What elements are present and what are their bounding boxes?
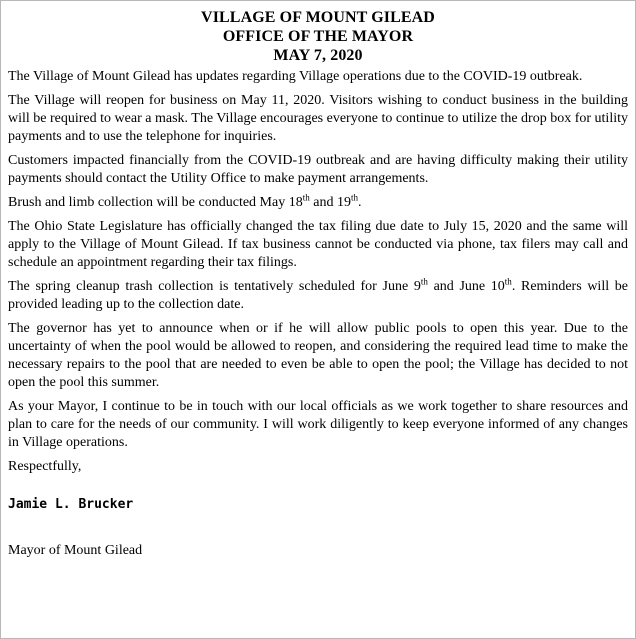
paragraph-mayor-message: As your Mayor, I continue to be in touch with our local officials as we work together to share resources and plan to care for the needs of our community. I will work diligently to keep everyone informed of any changes in Village operations. [8, 399, 628, 450]
cleanup-text-c: . Reminders will be provided leading up to the collection date. [8, 279, 628, 312]
paragraph-covid-updates: The Village of Mount Gilead has updates regarding Village operations due to the COVID-19 outbreak. [8, 69, 583, 84]
paragraph-brush-collection [8, 194, 628, 212]
header-date: MAY 7, 2020 [273, 47, 363, 64]
brush-text-a: Brush and limb collection will be conducted May 18 [8, 195, 303, 210]
paragraph-spring-cleanup [8, 278, 628, 314]
cleanup-text-a: The spring cleanup trash collection is tentatively scheduled for June 9 [8, 279, 421, 294]
header-office-name: OFFICE OF THE MAYOR [222, 28, 414, 45]
paragraph-pools: The governor has yet to announce when or if he will allow public pools to open this year. Due to the uncertainty of when the pool would be allowed to reopen, and considering the required lead time to make the necessary repairs to the pool that are needed to even be able to open the pool; the Village has decided to not open the pool this summer. [8, 321, 628, 390]
signature-title: Mayor of Mount Gilead [8, 543, 143, 558]
closing-salutation: Respectfully, [8, 459, 82, 474]
brush-sup-1: th [302, 192, 310, 203]
paragraph-tax-filing: The Ohio State Legislature has officially changed the tax filing due date to July 15, 2020 and the same will apply to the Village of Mount Gilead. If tax business cannot be conducted via phone, tax filers may call and schedule an appointment regarding their tax filings. [8, 219, 628, 270]
brush-text-b: and 19 [309, 195, 351, 210]
paragraph-reopening: The Village will reopen for business on May 11, 2020. Visitors wishing to conduct business in the building will be required to wear a mask. The Village encourages everyone to continue to utilize the drop box for utility payments and to use the telephone for inquiries. [8, 93, 628, 144]
brush-sup-2: th [350, 192, 358, 203]
cleanup-sup-1: th [420, 276, 428, 287]
signature-name: Jamie L. Brucker [8, 497, 134, 512]
brush-text-c: . [357, 195, 362, 210]
paragraph-utility-payments: Customers impacted financially from the COVID-19 outbreak and are having difficulty making their utility payments should contact the Utility Office to make payment arrangements. [8, 153, 628, 186]
cleanup-sup-2: th [504, 276, 512, 287]
cleanup-text-b: and June 10 [427, 279, 505, 294]
header-village-name: VILLAGE OF MOUNT GILEAD [201, 9, 435, 26]
document-body [1, 65, 635, 560]
document-header [1, 1, 635, 65]
